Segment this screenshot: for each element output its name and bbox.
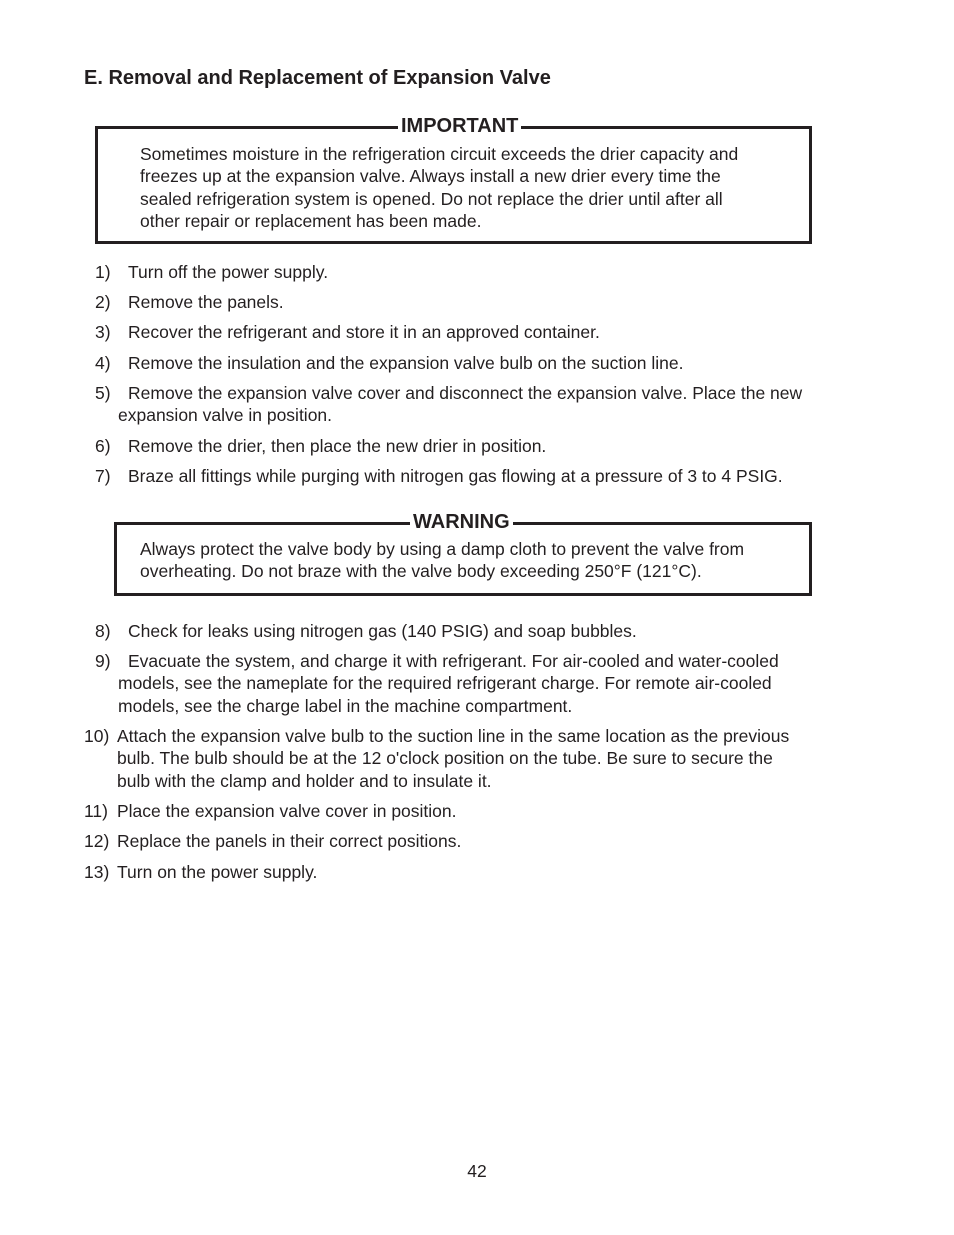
- step-item: [84, 861, 844, 883]
- step-text-continued: expansion valve in position.: [118, 405, 333, 426]
- step-item: [95, 465, 855, 487]
- step-number: 8): [95, 621, 111, 641]
- step-number: 11): [84, 801, 108, 821]
- step-number: 5): [95, 383, 111, 403]
- step-item: [95, 435, 855, 457]
- step-text: Remove the panels.: [128, 292, 284, 312]
- step-item: [84, 800, 844, 822]
- step-item: [84, 725, 844, 792]
- step-number: 4): [95, 353, 111, 373]
- step-text: Evacuate the system, and charge it with refrigerant. For air-cooled and water-cooled: [128, 651, 779, 671]
- step-text-continued: models, see the nameplate for the required refrigerant charge. For remote air-cooled: [118, 673, 772, 694]
- step-item: [95, 291, 855, 313]
- step-item: [95, 321, 855, 343]
- step-text: Place the expansion valve cover in position.: [117, 801, 457, 821]
- step-number: 13): [84, 862, 110, 882]
- important-notice-box: [95, 115, 812, 244]
- step-text: Check for leaks using nitrogen gas (140 PSIG) and soap bubbles.: [128, 621, 637, 641]
- warning-heading: WARNING: [410, 510, 513, 534]
- warning-line: Always protect the valve body by using a damp cloth to prevent the valve from: [140, 539, 745, 559]
- important-line: sealed refrigeration system is opened. Do not replace the drier until after all: [140, 188, 723, 209]
- important-line: freezes up at the expansion valve. Always install a new drier every time the: [140, 166, 721, 187]
- step-number: 9): [95, 651, 111, 671]
- step-item: [95, 261, 855, 283]
- step-text: Remove the expansion valve cover and disconnect the expansion valve. Place the new: [128, 383, 803, 403]
- step-number: 12): [84, 831, 110, 851]
- step-item: [95, 650, 855, 717]
- step-number: 10): [84, 726, 110, 746]
- step-text: Turn off the power supply.: [128, 262, 329, 282]
- warning-notice-box: [114, 511, 812, 596]
- warning-body: [140, 538, 789, 583]
- important-line: Sometimes moisture in the refrigeration circuit exceeds the drier capacity and: [140, 144, 739, 164]
- step-number: 1): [95, 262, 111, 282]
- step-text: Attach the expansion valve bulb to the suction line in the same location as the previous: [117, 726, 790, 746]
- warning-line: overheating. Do not braze with the valve body exceeding 250°F (121°C).: [140, 561, 702, 582]
- step-number: 3): [95, 322, 111, 342]
- step-number: 7): [95, 466, 111, 486]
- step-item: [84, 830, 844, 852]
- step-text-continued: bulb. The bulb should be at the 12 o'clock position on the tube. Be sure to secure the: [117, 748, 773, 769]
- step-text: Turn on the power supply.: [117, 862, 318, 882]
- step-text: Braze all fittings while purging with nitrogen gas flowing at a pressure of 3 to 4 PSIG.: [128, 466, 783, 486]
- step-item: [95, 352, 855, 374]
- step-number: 6): [95, 436, 111, 456]
- important-heading: IMPORTANT: [398, 114, 521, 138]
- step-text: Remove the insulation and the expansion valve bulb on the suction line.: [128, 353, 684, 373]
- important-body: [140, 143, 789, 232]
- step-text-continued: bulb with the clamp and holder and to insulate it.: [117, 770, 492, 791]
- step-number: 2): [95, 292, 111, 312]
- step-text: Replace the panels in their correct positions.: [117, 831, 462, 851]
- important-line: other repair or replacement has been made.: [140, 210, 482, 231]
- step-text: Remove the drier, then place the new drier in position.: [128, 436, 547, 456]
- section-title: E. Removal and Replacement of Expansion Valve: [84, 67, 551, 89]
- step-text: Recover the refrigerant and store it in an approved container.: [128, 322, 600, 342]
- step-item: [95, 620, 855, 642]
- step-item: [95, 382, 855, 427]
- page-number: 42: [467, 1161, 487, 1181]
- step-text-continued: models, see the charge label in the machine compartment.: [118, 695, 573, 716]
